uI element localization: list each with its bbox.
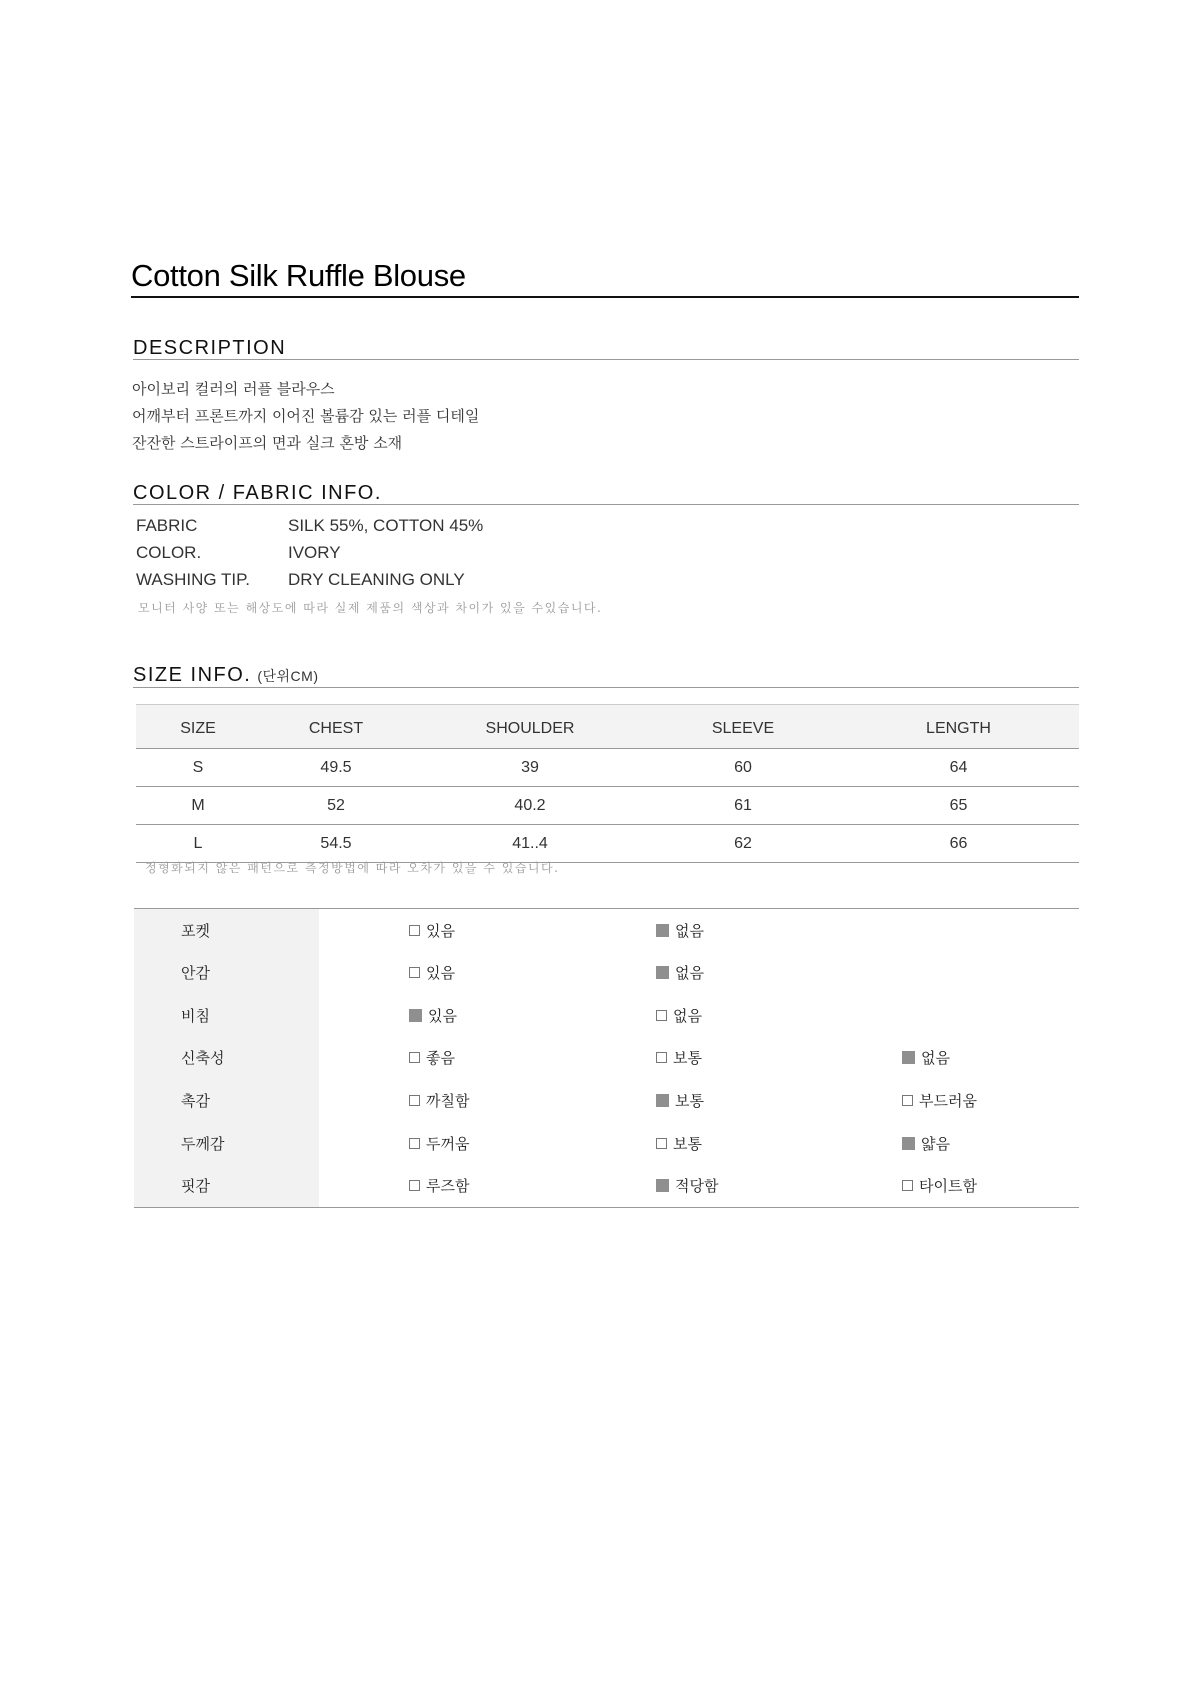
attribute-option-cell (812, 951, 1079, 994)
attribute-option-cell (319, 1165, 566, 1208)
attribute-label: 안감 (134, 951, 319, 994)
attribute-option-label: 있음 (426, 964, 455, 983)
chest-cell: 52 (260, 787, 412, 825)
attribute-option-label: 없음 (921, 1049, 950, 1068)
table-row (136, 825, 1079, 863)
attribute-option-label: 없음 (673, 1006, 702, 1025)
attribute-option-label: 얇음 (921, 1134, 950, 1153)
attribute-row (134, 1165, 1079, 1208)
unchecked-box-icon (409, 1138, 420, 1149)
washing-value: DRY CLEANING ONLY (288, 570, 465, 589)
attribute-option (902, 1047, 950, 1068)
attribute-option-label: 부드러움 (919, 1092, 977, 1111)
washing-label: WASHING TIP. (136, 570, 250, 589)
description-line: 아이보리 컬러의 러플 블라우스 (132, 380, 335, 398)
description-line: 잔잔한 스트라이프의 면과 실크 혼방 소재 (132, 434, 403, 452)
checked-box-icon (902, 1051, 915, 1064)
color-label: COLOR. (136, 543, 202, 562)
description-text (132, 376, 479, 457)
color-fabric-heading: COLOR / FABRIC INFO. (133, 482, 1079, 505)
unchecked-box-icon (656, 1010, 667, 1021)
attribute-label: 포켓 (134, 909, 319, 952)
size-unit: (단위CM) (257, 668, 319, 684)
size-cell: M (136, 787, 260, 825)
attribute-option-label: 없음 (675, 921, 704, 940)
size-info-heading (133, 664, 1079, 688)
attribute-option-cell (812, 994, 1079, 1037)
attribute-option-label: 루즈함 (426, 1177, 470, 1196)
unchecked-box-icon (902, 1095, 913, 1106)
checked-box-icon (409, 1009, 422, 1022)
attribute-option-cell (566, 1037, 812, 1080)
fabric-value: SILK 55%, COTTON 45% (288, 516, 484, 535)
shoulder-column-header: SHOULDER (412, 705, 648, 749)
attribute-row (134, 951, 1079, 994)
attribute-row (134, 1122, 1079, 1165)
shoulder-cell: 41..4 (412, 825, 648, 863)
sleeve-column-header: SLEEVE (648, 705, 838, 749)
attribute-option-cell (319, 1122, 566, 1165)
checked-box-icon (656, 1179, 669, 1192)
size-cell: S (136, 749, 260, 787)
length-cell: 64 (838, 749, 1079, 787)
attribute-option (656, 1090, 704, 1111)
attribute-option (656, 1005, 702, 1026)
color-value: IVORY (288, 543, 341, 562)
fabric-label: FABRIC (136, 516, 198, 535)
attribute-label: 신축성 (134, 1037, 319, 1080)
attribute-option-label: 까칠함 (426, 1092, 470, 1111)
unchecked-box-icon (409, 1180, 420, 1191)
attribute-option-label: 적당함 (675, 1177, 719, 1196)
sleeve-cell: 62 (648, 825, 838, 863)
attribute-option-cell (319, 994, 566, 1037)
chest-column-header: CHEST (260, 705, 412, 749)
attribute-option-cell (566, 1165, 812, 1208)
attribute-option-cell (566, 909, 812, 952)
length-cell: 66 (838, 825, 1079, 863)
attribute-option-cell (812, 1037, 1079, 1080)
checked-box-icon (656, 1094, 669, 1107)
attribute-option-label: 보통 (673, 1049, 702, 1068)
unchecked-box-icon (409, 925, 420, 936)
unchecked-box-icon (409, 1052, 420, 1063)
color-note: 모니터 사양 또는 해상도에 따라 실제 제품의 색상과 차이가 있을 수있습니다. (138, 601, 603, 615)
attribute-option (409, 1047, 455, 1068)
attribute-row (134, 994, 1079, 1037)
table-row (136, 787, 1079, 825)
attribute-option-label: 있음 (426, 921, 455, 940)
attribute-option (409, 962, 455, 983)
attribute-option (656, 962, 704, 983)
attribute-table (134, 908, 1079, 1208)
attribute-option-cell (319, 1037, 566, 1080)
product-title: Cotton Silk Ruffle Blouse (131, 258, 1079, 298)
unchecked-box-icon (409, 1095, 420, 1106)
size-info-title: SIZE INFO. (133, 664, 252, 686)
shoulder-cell: 40.2 (412, 787, 648, 825)
attribute-option (902, 1133, 950, 1154)
unchecked-box-icon (656, 1138, 667, 1149)
attribute-label: 비침 (134, 994, 319, 1037)
attribute-option (902, 1175, 977, 1196)
attribute-option (409, 1133, 469, 1154)
attribute-option-cell (812, 1165, 1079, 1208)
attribute-label: 촉감 (134, 1079, 319, 1122)
attribute-option (656, 1175, 718, 1196)
attribute-option (409, 1175, 469, 1196)
shoulder-cell: 39 (412, 749, 648, 787)
attribute-row (134, 1037, 1079, 1080)
sleeve-cell: 61 (648, 787, 838, 825)
attribute-option-cell (812, 1122, 1079, 1165)
attribute-option-cell (812, 909, 1079, 952)
attribute-label: 핏감 (134, 1165, 319, 1208)
attribute-option (902, 1090, 977, 1111)
size-column-header: SIZE (136, 705, 260, 749)
attribute-option (409, 1090, 469, 1111)
attribute-option (409, 920, 455, 941)
attribute-option (656, 1047, 702, 1068)
attribute-option-label: 있음 (428, 1006, 457, 1025)
attribute-option-cell (566, 951, 812, 994)
attribute-row (134, 1079, 1079, 1122)
checked-box-icon (902, 1137, 915, 1150)
attribute-option (409, 1005, 457, 1026)
attribute-option-cell (566, 994, 812, 1037)
attribute-option-cell (319, 1079, 566, 1122)
length-cell: 65 (838, 787, 1079, 825)
unchecked-box-icon (656, 1052, 667, 1063)
checked-box-icon (656, 924, 669, 937)
size-note: 정형화되지 않은 패턴으로 측정방법에 따라 오차가 있을 수 있습니다. (145, 861, 560, 875)
attribute-option-label: 타이트함 (919, 1177, 977, 1196)
description-heading: DESCRIPTION (133, 337, 1079, 360)
checked-box-icon (656, 966, 669, 979)
attribute-option-label: 좋음 (426, 1049, 455, 1068)
attribute-label: 두께감 (134, 1122, 319, 1165)
attribute-option-cell (319, 909, 566, 952)
size-table (136, 704, 1079, 863)
description-line: 어깨부터 프론트까지 이어진 볼륨감 있는 러플 디테일 (132, 407, 480, 425)
attribute-option-cell (566, 1079, 812, 1122)
attribute-option-label: 없음 (675, 964, 704, 983)
attribute-option-cell (812, 1079, 1079, 1122)
unchecked-box-icon (409, 967, 420, 978)
attribute-option (656, 920, 704, 941)
attribute-option-cell (566, 1122, 812, 1165)
attribute-option-label: 보통 (675, 1092, 704, 1111)
length-column-header: LENGTH (838, 705, 1079, 749)
size-cell: L (136, 825, 260, 863)
chest-cell: 54.5 (260, 825, 412, 863)
size-table-header (136, 705, 1079, 749)
sleeve-cell: 60 (648, 749, 838, 787)
table-row (136, 749, 1079, 787)
attribute-row (134, 909, 1079, 952)
attribute-option (656, 1133, 702, 1154)
unchecked-box-icon (902, 1180, 913, 1191)
attribute-option-label: 두꺼움 (426, 1134, 470, 1153)
chest-cell: 49.5 (260, 749, 412, 787)
attribute-option-label: 보통 (673, 1134, 702, 1153)
attribute-option-cell (319, 951, 566, 994)
